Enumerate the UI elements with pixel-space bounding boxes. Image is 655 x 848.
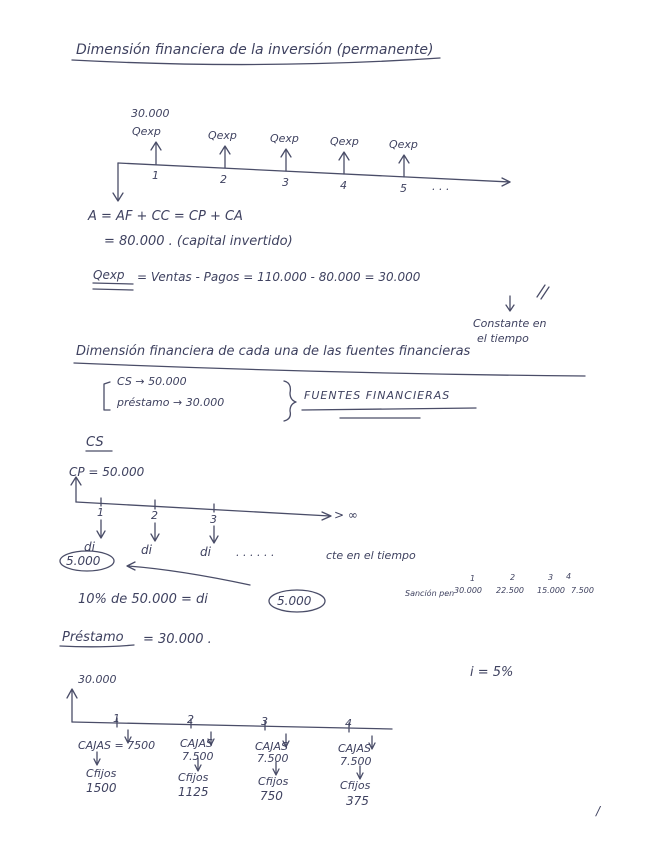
source-cs: CS → 50.000: [117, 375, 187, 388]
cs-table-col-4: 4: [566, 572, 572, 581]
flow-label-1: Qexp: [132, 125, 161, 138]
loan-heading: Préstamo: [62, 630, 124, 645]
cs-tick-2: 2: [151, 509, 158, 522]
loan-tick-1: 1: [113, 712, 120, 725]
loan-cfijos-2-value: 1125: [178, 785, 209, 799]
cs-table-col-3: 3: [548, 573, 554, 582]
flow-label-4: Qexp: [330, 135, 359, 148]
loan-caja-4-value: 7.500: [340, 755, 372, 768]
loan-caja-2-value: 7.500: [182, 750, 214, 763]
left-bracket: [104, 382, 110, 410]
cs-di-1: di: [84, 540, 95, 554]
fuentes-underline-1: [302, 408, 476, 410]
timeline-axis: [118, 163, 510, 182]
cs-table-col-2: 2: [510, 573, 516, 582]
di-link-arrow: [128, 566, 250, 585]
flow-label-2: Qexp: [208, 129, 237, 142]
qexp-label: Qexp: [93, 268, 125, 282]
loan-tick-4: 4: [345, 717, 352, 730]
loan-caja-3-label: CAJAS: [255, 740, 288, 753]
cs-heading: CS: [86, 435, 104, 450]
cs-table-col-1: 1: [470, 574, 476, 583]
cs-table-val-4: 7.500: [571, 586, 594, 595]
cs-tick-3: 3: [210, 513, 217, 526]
source-loan: préstamo → 30.000: [117, 396, 225, 409]
cs-di-2: di: [141, 543, 152, 557]
footer-mark: /: [596, 804, 601, 818]
emphasis-marks: [537, 285, 549, 299]
cs-infinity: > ∞: [334, 508, 358, 522]
cs-percent-line: 10% de 50.000 = di: [78, 592, 208, 607]
loan-cfijos-3-value: 750: [260, 789, 283, 803]
cs-table-label: Sanción pen: [405, 589, 455, 598]
loan-cfijos-1-value: 1500: [86, 781, 117, 795]
cs-ellipsis: . . . . . .: [236, 546, 275, 559]
constant-note-line1: Constante en: [473, 317, 547, 330]
cs-tick-1: 1: [97, 506, 104, 519]
section1-title: Dimensión financiera de la inversión (permanente): [76, 42, 434, 58]
loan-cfijos-3-label: Cfijos: [258, 775, 289, 788]
cs-di-value: 5.000: [66, 554, 101, 568]
tick-label-4: 4: [340, 179, 347, 192]
prestamo-underline: [60, 645, 134, 647]
tick-label-2: 2: [220, 173, 227, 186]
balance-equation: A = AF + CC = CP + CA: [88, 209, 243, 224]
loan-caja-4-label: CAJAS: [338, 742, 371, 755]
cs-timeline-axis: [76, 502, 330, 519]
cs-di-3: di: [200, 545, 211, 559]
loan-caja-3-value: 7.500: [257, 752, 289, 765]
right-brace: [284, 381, 296, 421]
loan-tick-3: 3: [261, 715, 268, 728]
tick-label-1: 1: [152, 169, 159, 182]
loan-tick-2: 2: [187, 713, 194, 726]
flow-label-3: Qexp: [270, 132, 299, 145]
cs-dividend-arrows: [97, 520, 218, 543]
loan-payment-arrows: [94, 730, 375, 779]
fuentes-label: FUENTES FINANCIERAS: [304, 389, 451, 402]
constant-note-line2: el tiempo: [477, 332, 529, 345]
cs-table-val-1: 30.000: [454, 586, 482, 595]
qexp-equation: = Ventas - Pagos = 110.000 - 80.000 = 30.000: [137, 270, 421, 284]
loan-caja-2-label: CAJAS: [180, 737, 213, 750]
loan-cfijos-4-value: 375: [346, 794, 369, 808]
loan-value: = 30.000 .: [143, 632, 212, 647]
capital-invested: = 80.000 . (capital invertido): [104, 234, 293, 249]
qexp-underline-2: [93, 289, 133, 290]
flow-label-5: Qexp: [389, 138, 418, 151]
tick-label-5: 5: [400, 182, 407, 195]
cs-result: 5.000: [277, 594, 312, 608]
loan-cfijos-1-label: Cfijos: [86, 767, 117, 780]
flow-arrows: [151, 142, 409, 177]
qexp-underline-1: [93, 283, 133, 284]
cs-constant-note: cte en el tiempo: [326, 549, 416, 562]
loan-interest: i = 5%: [470, 665, 514, 680]
loan-cfijos-2-label: Cfijos: [178, 771, 209, 784]
loan-timeline-axis: [72, 722, 392, 729]
loan-cfijos-4-label: Cfijos: [340, 779, 371, 792]
section2-title: Dimensión financiera de cada una de las fuentes financieras: [76, 344, 471, 359]
title-underline: [72, 58, 440, 65]
loan-caja-1: CAJAS = 7500: [78, 739, 156, 752]
cs-table-val-3: 15.000: [537, 586, 565, 595]
cs-capital: CP = 50.000: [69, 465, 145, 479]
timeline-ellipsis: . . .: [432, 180, 450, 193]
loan-top-value: 30.000: [78, 673, 117, 686]
cs-table-val-2: 22.500: [496, 586, 524, 595]
initial-investment-value: 30.000: [131, 107, 170, 120]
tick-label-3: 3: [282, 176, 289, 189]
